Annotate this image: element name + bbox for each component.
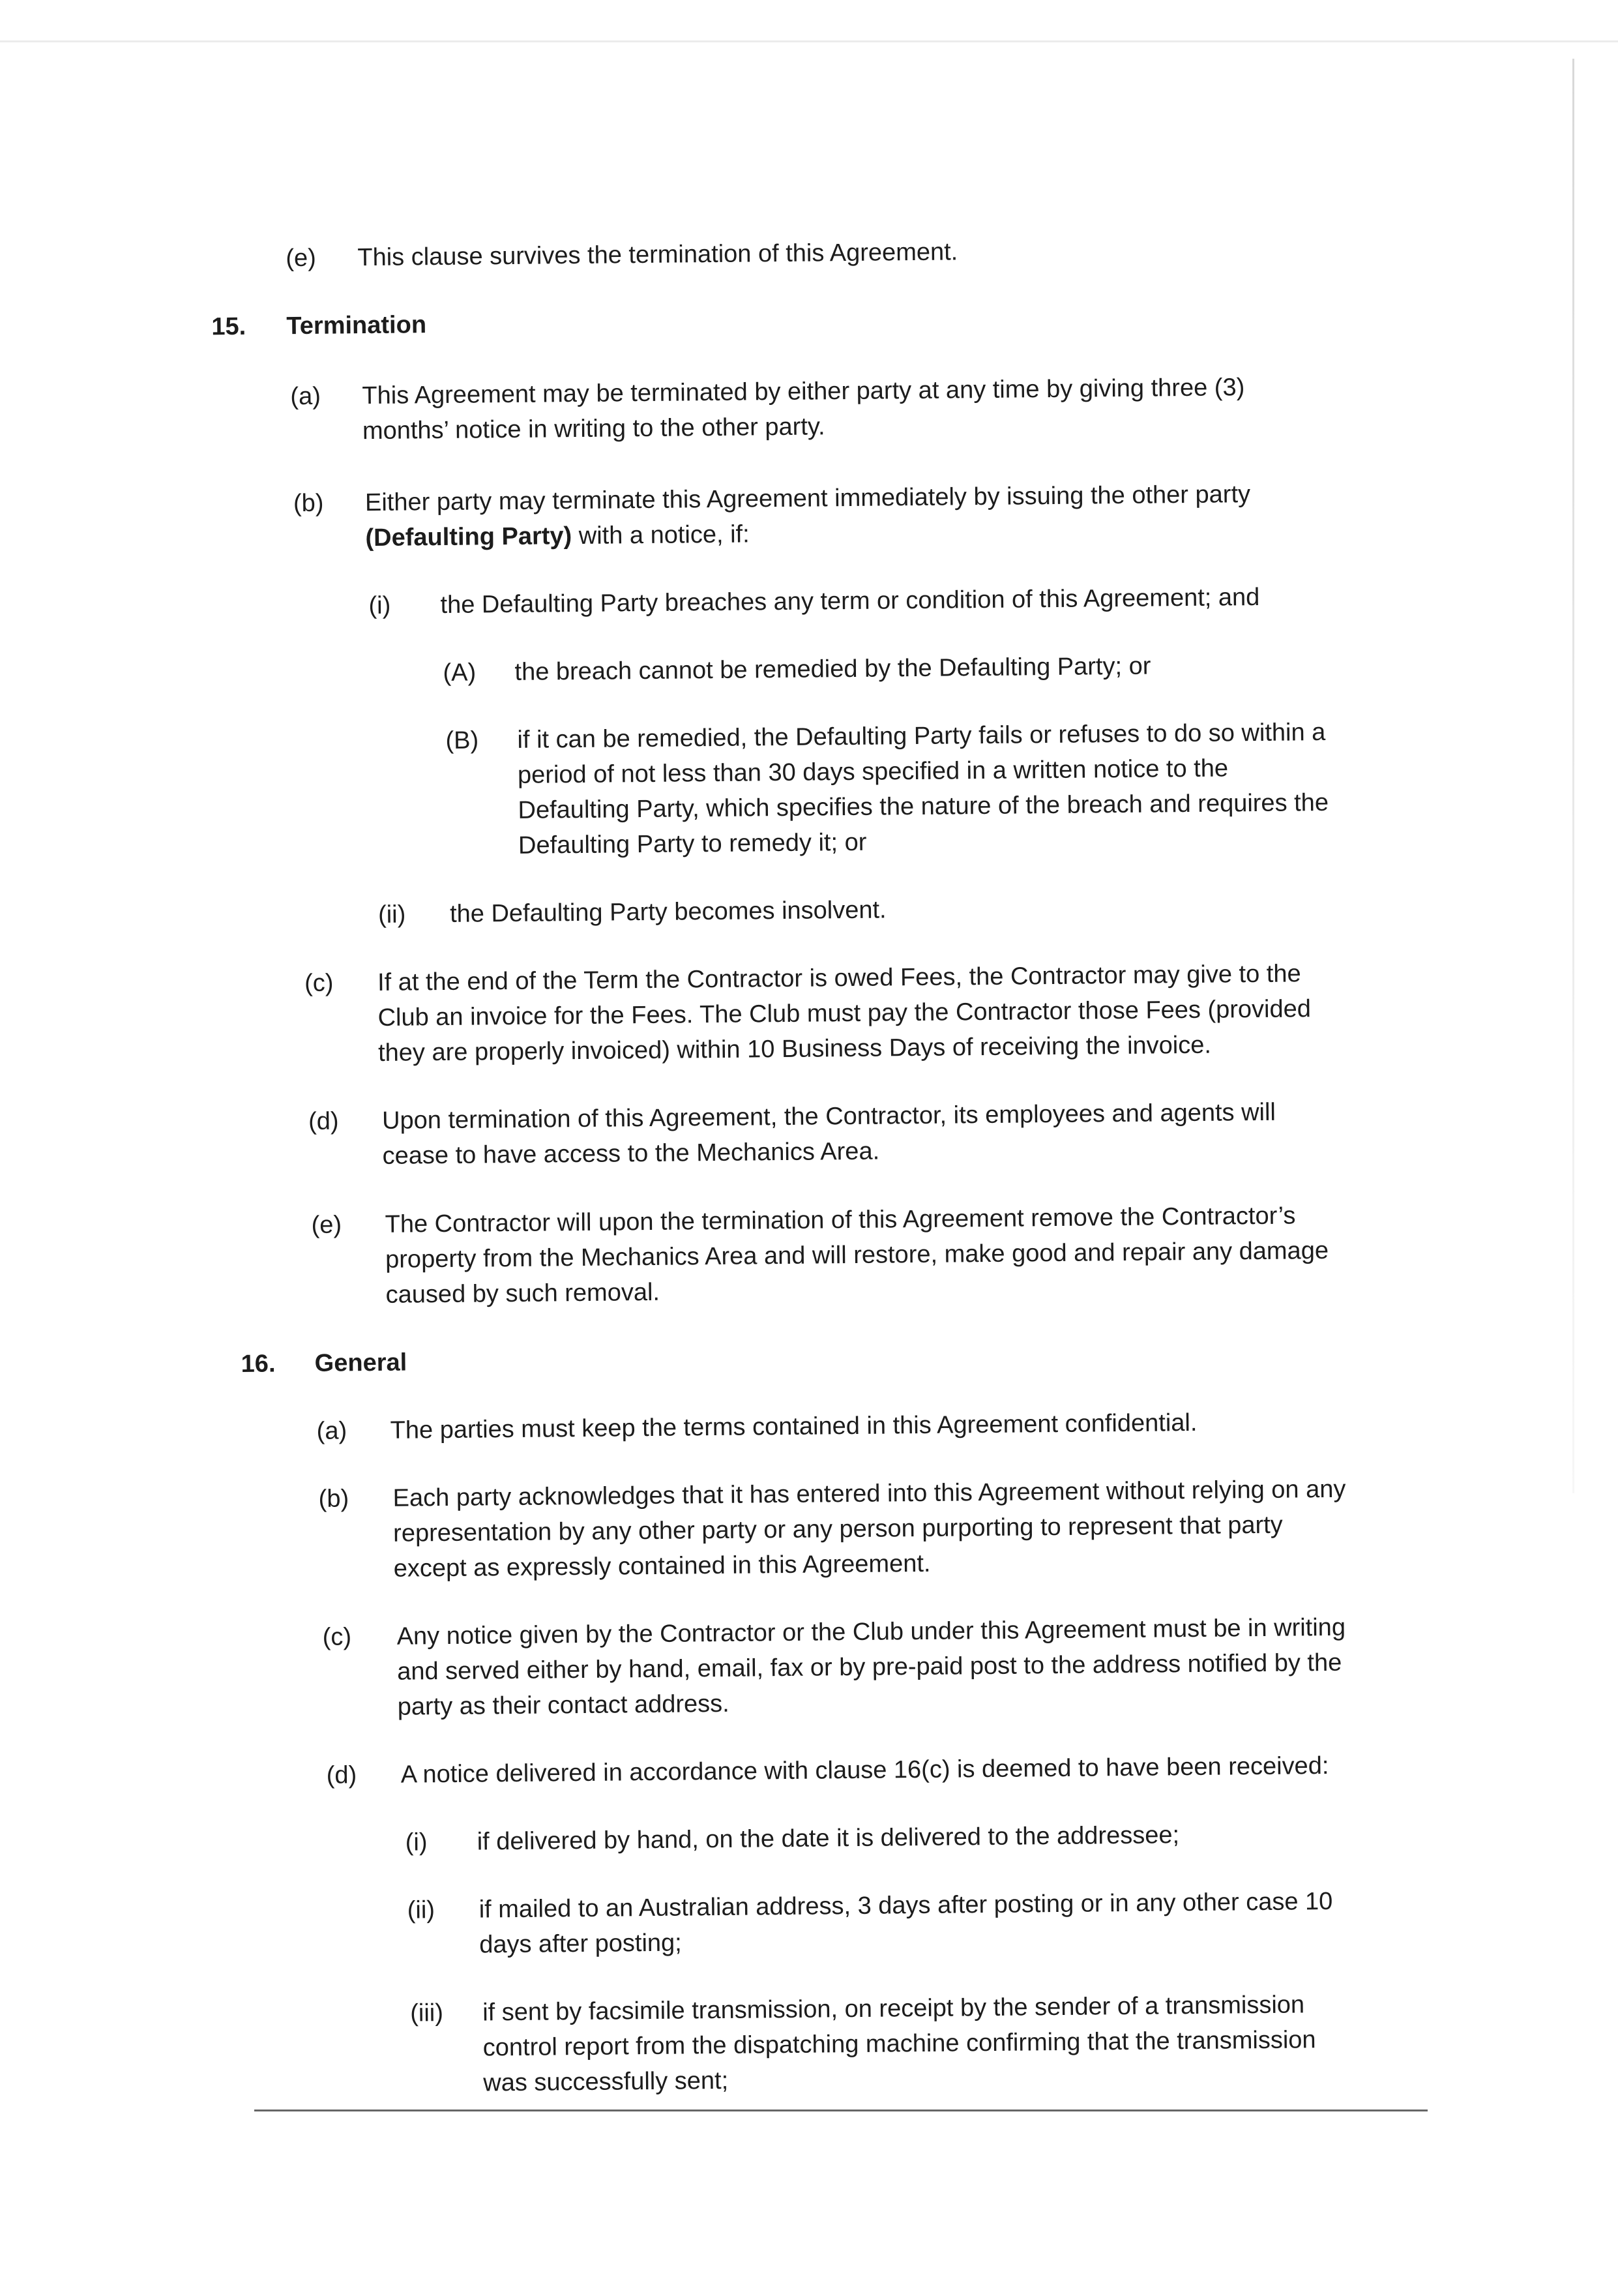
clause-15b-line-2 <box>365 516 750 556</box>
clause-15b-ii-label: (ii) <box>377 901 406 929</box>
clause-16c-label: (c) <box>322 1623 352 1651</box>
clause-15b-i-B-line-4: Defaulting Party to remedy it; or <box>518 828 867 859</box>
clause-15b-i-label: (i) <box>368 591 391 620</box>
clause-16d-iii-label: (iii) <box>410 1999 444 2027</box>
clause-15b-i-B-line-3: Defaulting Party, which specifies the nature of the breach and requires the <box>518 788 1329 824</box>
clause-16d-text: A notice delivered in accordance with clause 16(c) is deemed to have been received: <box>400 1752 1329 1789</box>
clause-16d-i-label: (i) <box>405 1828 428 1856</box>
clause-15c-line-1: If at the end of the Term the Contractor is owed Fees, the Contractor may give to the <box>377 960 1301 996</box>
clause-16d-i-text: if delivered by hand, on the date it is delivered to the addressee; <box>477 1821 1180 1856</box>
clause-15e-label: (e) <box>311 1211 342 1239</box>
clause-16a-label: (a) <box>316 1417 347 1445</box>
clause-15d-line-1: Upon termination of this Agreement, the Contractor, its employees and agents will <box>381 1098 1276 1135</box>
clause-15b-line-2-rest: with a notice, if: <box>572 520 750 550</box>
clause-15e-line-2: property from the Mechanics Area and will restore, make good and repair any damage <box>385 1236 1329 1274</box>
clause-16c-line-2: and served either by hand, email, fax or by pre-paid post to the address notified by the <box>397 1648 1342 1686</box>
clause-16b-line-1: Each party acknowledges that it has entered into this Agreement without relying on any <box>392 1475 1346 1512</box>
clause-16d-iii-line-3: was successfully sent; <box>483 2066 729 2097</box>
clause-15b-label: (b) <box>293 489 324 518</box>
section-16-title: General <box>314 1349 407 1377</box>
clause-15d-label: (d) <box>308 1107 339 1135</box>
clause-15d-line-2: cease to have access to the Mechanics Area. <box>382 1137 880 1170</box>
clause-15b-ii-text: the Defaulting Party becomes insolvent. <box>449 896 887 928</box>
clause-15b-i-A-text: the breach cannot be remedied by the Defaulting Party; or <box>514 652 1151 686</box>
clause-14e-text: This clause survives the termination of this Agreement. <box>357 238 958 272</box>
footer-rule <box>254 2110 1428 2111</box>
defaulting-party-term: (Defaulting Party) <box>365 522 572 552</box>
section-16-number: 16. <box>241 1350 276 1378</box>
clause-16d-iii-line-1: if sent by facsimile transmission, on receipt by the sender of a transmission <box>482 1991 1305 2027</box>
clause-15c-line-2: Club an invoice for the Fees. The Club must pay the Contractor those Fees (provided <box>377 995 1312 1032</box>
clause-16b-line-3: except as expressly contained in this Agreement. <box>393 1549 931 1583</box>
clause-15e-line-1: The Contractor will upon the termination of this Agreement remove the Contractor’s <box>385 1202 1296 1238</box>
section-15-title: Termination <box>286 311 427 340</box>
clause-15b-i-B-label: (B) <box>445 726 479 754</box>
clause-16d-iii-line-2: control report from the dispatching machine confirming that the transmission <box>482 2026 1316 2062</box>
clause-16b-line-2: representation by any other party or any person purporting to represent that party <box>392 1511 1283 1547</box>
section-15-number: 15. <box>211 312 246 341</box>
clause-15c-label: (c) <box>304 969 334 998</box>
clause-15b-i-B-line-1: if it can be remedied, the Defaulting Party fails or refuses to do so within a <box>517 718 1326 754</box>
clause-16a-text: The parties must keep the terms contained in this Agreement confidential. <box>390 1409 1198 1444</box>
clause-15a-line-1: This Agreement may be terminated by either party at any time by giving three (3) <box>362 374 1245 410</box>
clause-16b-label: (b) <box>318 1485 349 1513</box>
clause-16c-line-3: party as their contact address. <box>397 1690 729 1721</box>
clause-15b-i-text: the Defaulting Party breaches any term or condition of this Agreement; and <box>440 583 1260 619</box>
clause-15b-i-B-line-2: period of not less than 30 days specified in a written notice to the <box>517 754 1229 789</box>
clause-16c-line-1: Any notice given by the Contractor or the Club under this Agreement must be in writing <box>396 1613 1346 1650</box>
clause-14e-label: (e) <box>286 244 317 273</box>
clause-16d-ii-line-2: days after posting; <box>479 1929 682 1959</box>
clause-15b-line-1: Either party may terminate this Agreement immediately by issuing the other party <box>364 481 1251 517</box>
clause-15a-label: (a) <box>290 382 321 411</box>
clause-16d-label: (d) <box>326 1761 357 1789</box>
clause-15e-line-3: caused by such removal. <box>385 1278 660 1309</box>
clause-16d-ii-label: (ii) <box>407 1896 435 1924</box>
clause-15b-i-A-label: (A) <box>443 659 477 687</box>
clause-16d-ii-line-1: if mailed to an Australian address, 3 days after posting or in any other case 10 <box>478 1887 1333 1924</box>
clause-15a-line-2: months’ notice in writing to the other party. <box>362 413 825 445</box>
clause-15c-line-3: they are properly invoiced) within 10 Business Days of receiving the invoice. <box>377 1031 1212 1067</box>
